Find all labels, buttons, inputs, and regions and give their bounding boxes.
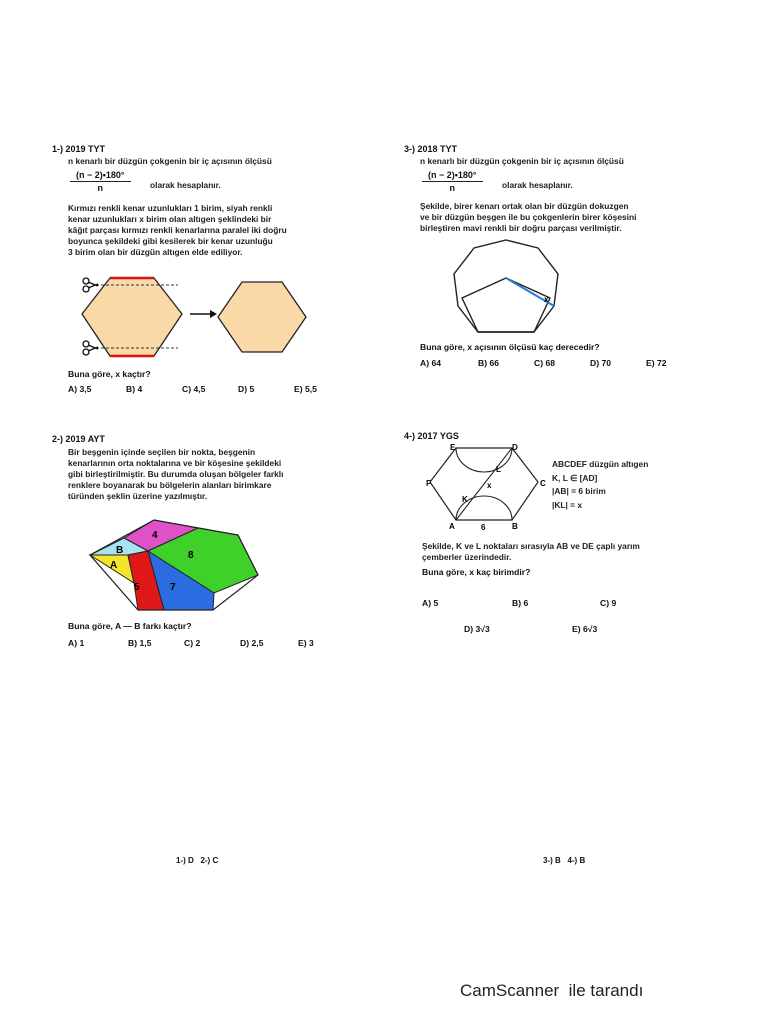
body-line: kâğıt parçası kırmızı renkli kenarlarına paralel iki doğru	[68, 225, 287, 235]
label-b: B	[512, 522, 518, 531]
option-d[interactable]: D) 70	[590, 358, 612, 368]
question-1-figure	[80, 268, 320, 364]
label-k: K	[462, 495, 468, 504]
body-line: Şekilde, K ve L noktaları sırasıyla AB ve DE çaplı yarım	[422, 541, 640, 551]
question-1-header: 1-) 2019 TYT	[52, 144, 106, 154]
label-e: E	[450, 443, 456, 452]
label-a: A	[110, 560, 118, 571]
given-line: K, L ∈ [AD]	[552, 472, 598, 483]
option-d[interactable]: D) 3√3	[464, 624, 490, 634]
question-4-body	[422, 541, 712, 563]
question-4-options-row1	[422, 598, 616, 608]
scissors-icon	[83, 341, 98, 355]
option-b[interactable]: B) 1,5	[128, 638, 152, 648]
question-4-header: 4-) 2017 YGS	[404, 431, 459, 441]
body-line: Bir beşgenin içinde seçilen bir nokta, beşgenin	[68, 447, 256, 457]
question-1-options	[68, 384, 317, 394]
body-line: birleştiren mavi renkli bir doğru parçası verilmiştir.	[420, 223, 622, 233]
label-d: D	[512, 443, 518, 452]
question-1-formula	[70, 170, 131, 193]
scissors-icon	[83, 278, 98, 292]
answer-key-right: 3-) B 4-) B	[543, 856, 586, 865]
label-b: B	[116, 545, 124, 556]
option-c[interactable]: C) 9	[600, 598, 617, 608]
body-line: Şekilde, birer kenarı ortak olan bir düzgün dokuzgen	[420, 201, 629, 211]
option-e[interactable]: E) 72	[646, 358, 667, 368]
scanner-watermark: CamScanner ile tarandı	[460, 981, 644, 1000]
question-2-body	[68, 447, 358, 502]
label-8: 8	[188, 550, 194, 561]
option-c[interactable]: C) 68	[534, 358, 556, 368]
formula-numerator: (n − 2)•180°	[422, 170, 483, 182]
option-b[interactable]: B) 66	[478, 358, 500, 368]
label-c: C	[540, 479, 546, 488]
question-4-options-row2	[464, 624, 597, 634]
option-e[interactable]: E) 3	[298, 638, 314, 648]
question-1-formula-suffix: olarak hesaplanır.	[150, 180, 221, 190]
body-line: türünden şeklin üzerine yazılmıştır.	[68, 491, 208, 501]
option-d[interactable]: D) 2,5	[240, 638, 264, 648]
question-1	[52, 144, 352, 167]
question-3-ask: Buna göre, x açısının ölçüsü kaç derecedir?	[420, 342, 600, 352]
nonagon	[454, 240, 558, 332]
body-line: renklere boyanarak bu bölgelerin alanları birimkare	[68, 480, 272, 490]
label-x: x	[487, 481, 492, 490]
label-7: 7	[170, 582, 176, 593]
question-3-figure	[446, 236, 566, 336]
body-line: boyunca şekildeki gibi kesilerek bir kenar uzunluğu	[68, 236, 273, 246]
hexagon-before-cut	[82, 278, 182, 356]
question-3-intro: n kenarlı bir düzgün çokgenin bir iç açısının ölçüsü	[420, 156, 624, 166]
formula-denominator: n	[97, 183, 104, 193]
option-d[interactable]: D) 5	[238, 384, 255, 394]
formula-denominator: n	[449, 183, 456, 193]
semicircle-de	[456, 448, 512, 472]
diagonal-ad	[456, 448, 512, 520]
option-a[interactable]: A) 3,5	[68, 384, 92, 394]
body-line: kenarlarının orta noktalarına ve bir köşesine şekildeki	[68, 458, 282, 468]
pentagon	[462, 278, 550, 332]
question-1-body	[68, 203, 348, 258]
option-b[interactable]: B) 4	[126, 384, 143, 394]
question-4-ask: Buna göre, x kaç birimdir?	[422, 567, 531, 577]
question-4-given	[552, 458, 702, 512]
label-f: F	[426, 479, 431, 488]
option-c[interactable]: C) 2	[184, 638, 201, 648]
question-2	[52, 434, 352, 444]
question-2-options	[68, 638, 314, 648]
question-3-options	[420, 358, 667, 368]
body-line: Kırmızı renkli kenar uzunlukları 1 birim, siyah renkli	[68, 203, 273, 213]
answer-key-left: 1-) D 2-) C	[176, 856, 219, 865]
option-b[interactable]: B) 6	[512, 598, 529, 608]
label-x: x	[544, 295, 549, 304]
question-2-header: 2-) 2019 AYT	[52, 434, 105, 444]
label-six: 6	[481, 523, 486, 532]
option-a[interactable]: A) 5	[422, 598, 439, 608]
formula-numerator: (n − 2)•180°	[70, 170, 131, 182]
question-3-header: 3-) 2018 TYT	[404, 144, 458, 154]
given-line: ABCDEF düzgün altıgen	[552, 459, 649, 469]
body-line: kenar uzunlukları x birim olan altıgen şeklindeki bir	[68, 214, 272, 224]
question-2-ask: Buna göre, A — B farkı kaçtır?	[68, 621, 192, 631]
given-line: |AB| = 6 birim	[552, 486, 606, 496]
question-3-formula	[422, 170, 483, 193]
label-4: 4	[152, 530, 158, 541]
label-a: A	[449, 522, 455, 531]
question-3-formula-suffix: olarak hesaplanır.	[502, 180, 573, 190]
option-e[interactable]: E) 6√3	[572, 624, 598, 634]
option-c[interactable]: C) 4,5	[182, 384, 206, 394]
given-line: |KL| = x	[552, 499, 583, 510]
question-1-ask: Buna göre, x kaçtır?	[68, 369, 151, 379]
body-line: ve bir düzgün beşgen ile bu çokgenlerin birer köşesini	[420, 212, 637, 222]
question-1-intro: n kenarlı bir düzgün çokgenin bir iç açısının ölçüsü	[68, 156, 272, 166]
body-line: 3 birim olan bir düzgün altıgen elde ediliyor.	[68, 247, 243, 257]
question-2-pentagon-figure	[88, 515, 268, 615]
option-a[interactable]: A) 1	[68, 638, 85, 648]
body-line: çemberler üzerindedir.	[422, 552, 512, 562]
label-5: 5	[134, 582, 140, 593]
question-3	[404, 144, 704, 167]
option-a[interactable]: A) 64	[420, 358, 442, 368]
question-4	[404, 431, 704, 441]
regular-hexagon-after-cut	[218, 282, 306, 352]
option-e[interactable]: E) 5,5	[294, 384, 317, 394]
question-4-hexagon-figure	[426, 442, 550, 532]
question-3-body	[420, 201, 710, 234]
body-line: gibi birleştirilmiştir. Bu durumda oluşan bölgeler farklı	[68, 469, 284, 479]
label-l: L	[496, 465, 501, 474]
